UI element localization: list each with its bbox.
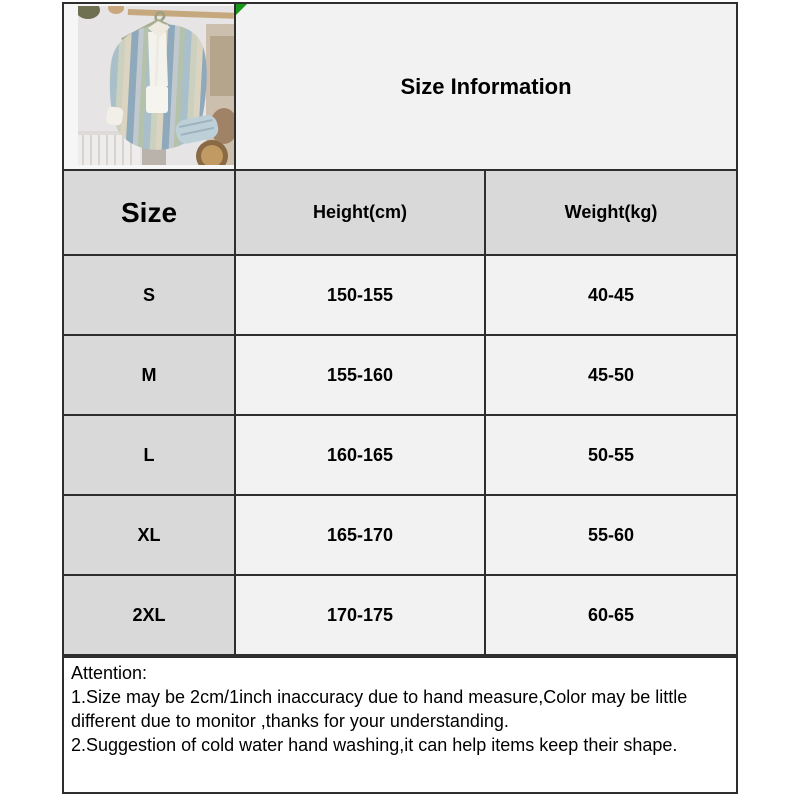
- column-header-weight: Weight(kg): [486, 171, 736, 254]
- attention-note: 2.Suggestion of cold water hand washing,it can help items keep their shape.: [71, 735, 678, 755]
- attention-box: [62, 656, 738, 794]
- weight-value: 55-60: [486, 496, 736, 574]
- size-label: XL: [64, 496, 234, 574]
- weight-value: 40-45: [486, 256, 736, 334]
- size-information-title-cell: [236, 4, 736, 169]
- weight-value: 45-50: [486, 336, 736, 414]
- height-value: 170-175: [236, 576, 484, 654]
- attention-heading: Attention:: [71, 663, 148, 683]
- height-value: 155-160: [236, 336, 484, 414]
- size-label: M: [64, 336, 234, 414]
- green-corner-marker: [236, 4, 247, 15]
- size-label: S: [64, 256, 234, 334]
- size-table: [62, 2, 738, 656]
- column-header-height: Height(cm): [236, 171, 484, 254]
- weight-value: 60-65: [486, 576, 736, 654]
- product-photo: [78, 6, 234, 165]
- product-photo-cell: [64, 4, 234, 169]
- height-value: 160-165: [236, 416, 484, 494]
- page-title: Size Information: [400, 73, 572, 99]
- size-info-sheet: [62, 2, 738, 794]
- column-header-size: Size: [64, 171, 234, 254]
- photo-left-cuff: [105, 106, 123, 126]
- size-label: L: [64, 416, 234, 494]
- size-label: 2XL: [64, 576, 234, 654]
- photo-white-bag: [146, 86, 168, 113]
- weight-value: 50-55: [486, 416, 736, 494]
- height-value: 165-170: [236, 496, 484, 574]
- attention-note: 1.Size may be 2cm/1inch inaccuracy due to hand measure,Color may be little different due to monitor ,thanks for your understanding.: [71, 687, 688, 731]
- height-value: 150-155: [236, 256, 484, 334]
